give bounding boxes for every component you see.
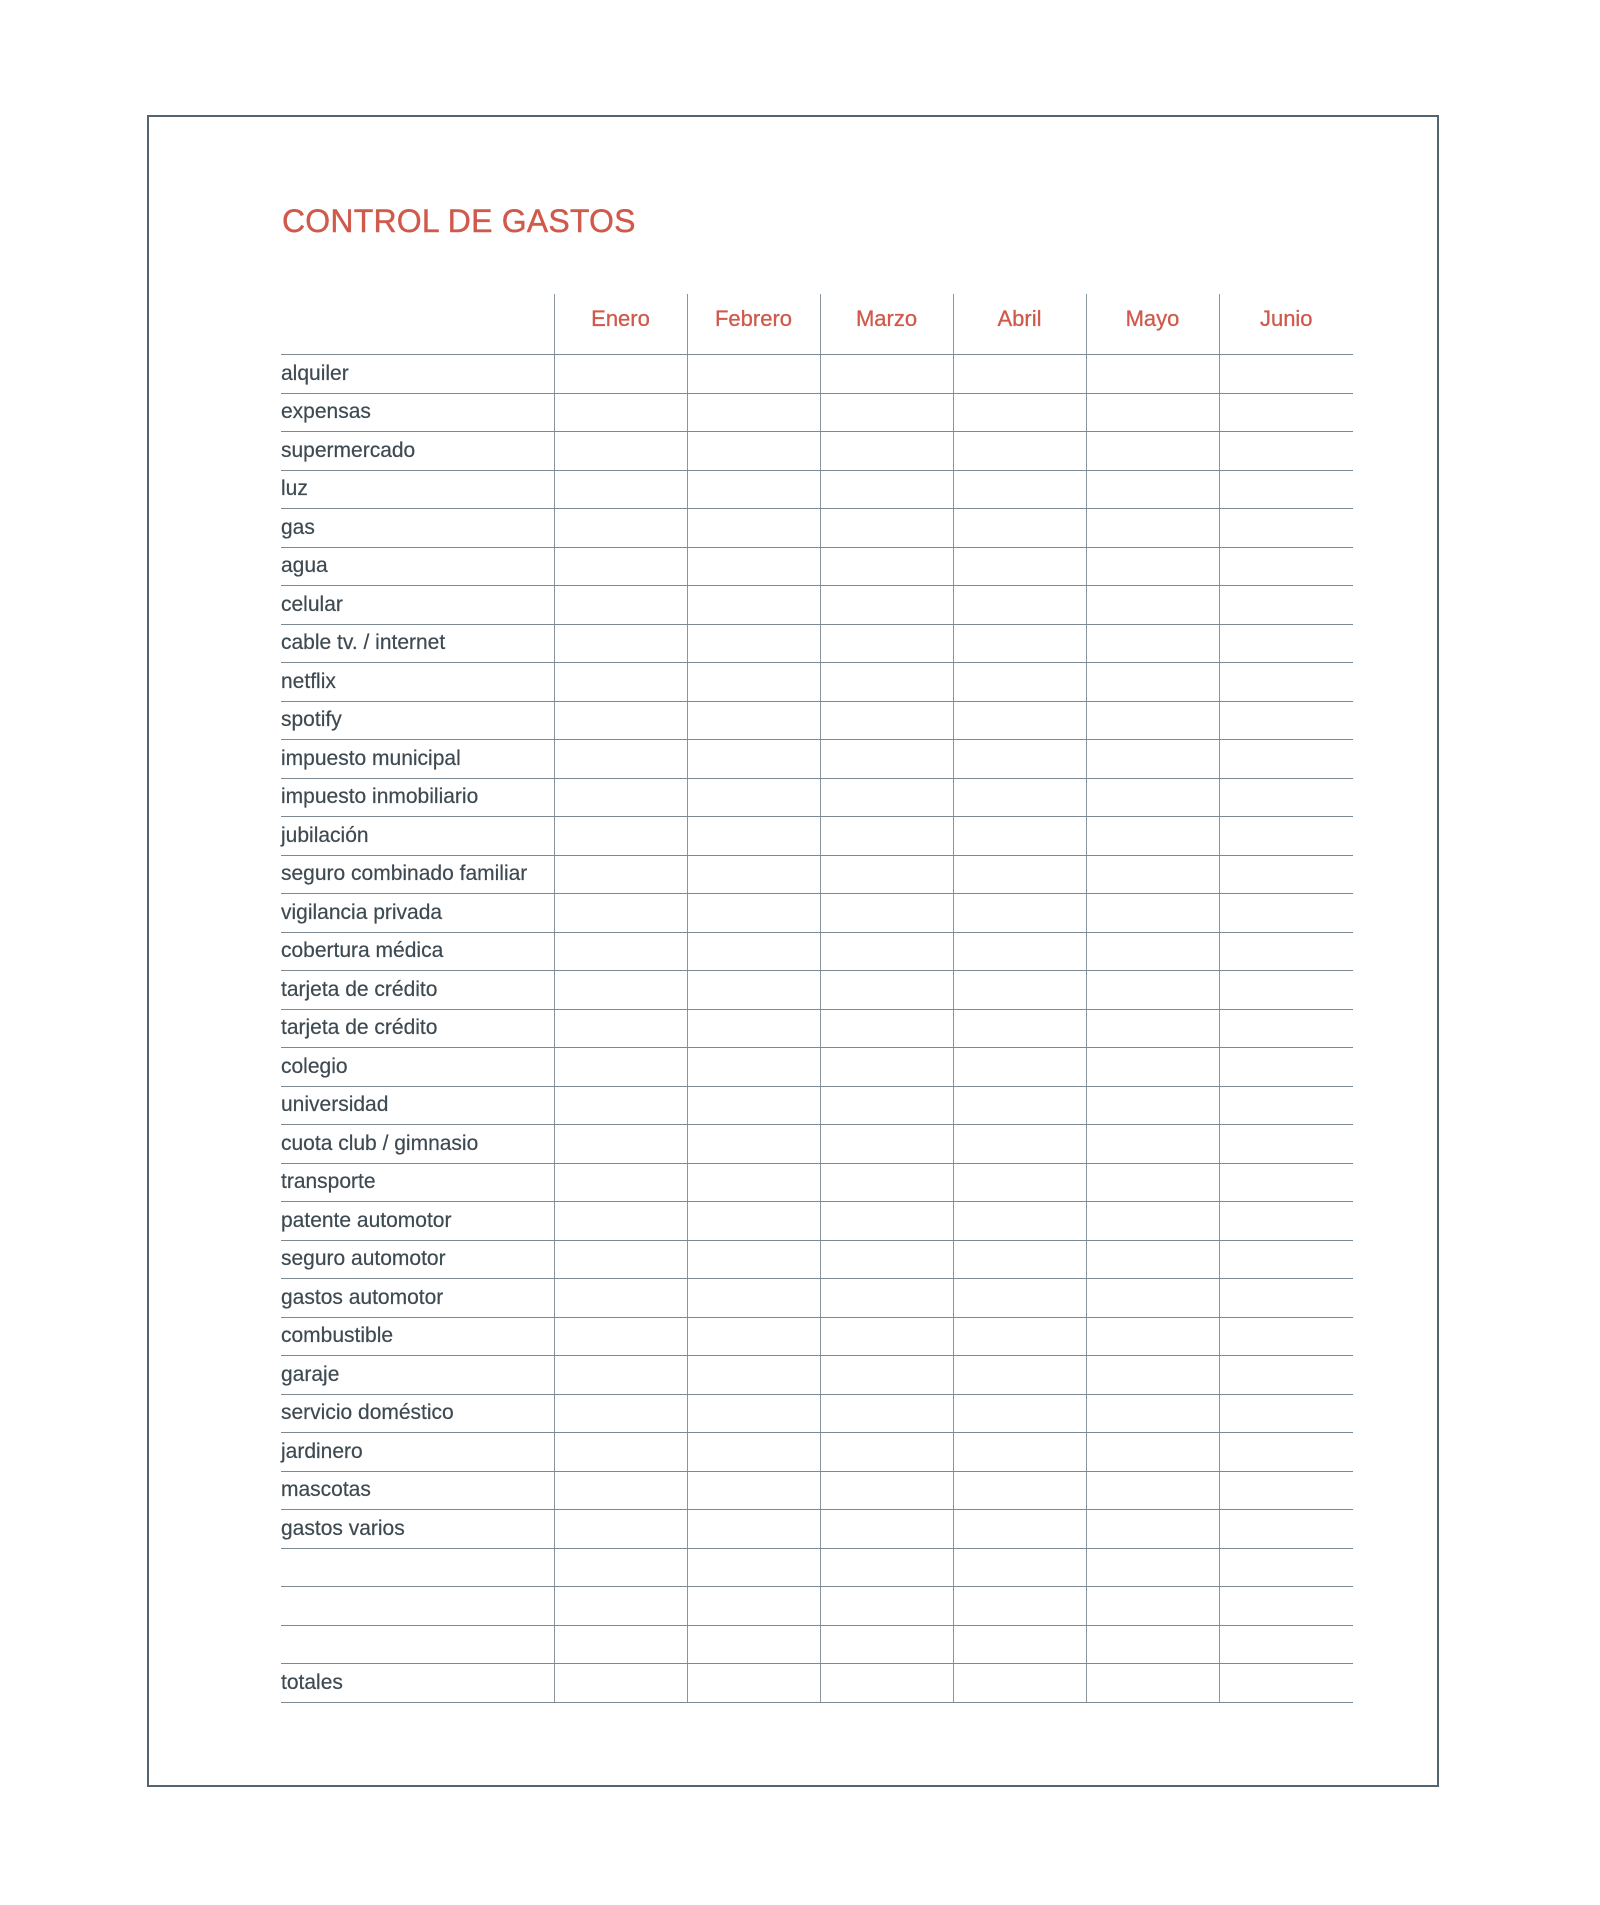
amount-cell[interactable] [687,1356,820,1395]
amount-cell[interactable] [687,663,820,702]
amount-cell[interactable] [1219,778,1353,817]
amount-cell[interactable] [1219,1664,1353,1703]
amount-cell[interactable] [820,393,953,432]
amount-cell[interactable] [687,393,820,432]
row-label: colegio [281,1048,554,1087]
amount-cell[interactable] [687,509,820,548]
amount-cell[interactable] [953,393,1086,432]
amount-cell[interactable] [820,547,953,586]
table-row [281,932,1353,971]
amount-cell[interactable] [953,355,1086,394]
amount-cell[interactable] [554,1664,687,1703]
amount-cell[interactable] [554,663,687,702]
amount-cell[interactable] [554,1048,687,1087]
amount-cell[interactable] [687,432,820,471]
amount-cell[interactable] [554,586,687,625]
amount-cell[interactable] [820,1587,953,1626]
amount-cell[interactable] [1086,1394,1219,1433]
amount-cell[interactable] [1086,1125,1219,1164]
amount-cell[interactable] [1086,547,1219,586]
row-label: garaje [281,1356,554,1395]
amount-cell[interactable] [687,1510,820,1549]
amount-cell[interactable] [687,1240,820,1279]
amount-cell[interactable] [554,432,687,471]
amount-cell[interactable] [554,894,687,933]
row-label: expensas [281,393,554,432]
amount-cell[interactable] [820,817,953,856]
row-label: gas [281,509,554,548]
table-row [281,1510,1353,1549]
amount-cell[interactable] [554,855,687,894]
table-row [281,1009,1353,1048]
amount-cell[interactable] [953,1587,1086,1626]
amount-cell[interactable] [1219,547,1353,586]
table-row [281,1356,1353,1395]
amount-cell[interactable] [554,1356,687,1395]
amount-cell[interactable] [953,701,1086,740]
amount-cell[interactable] [554,817,687,856]
month-header: Abril [953,294,1086,355]
amount-cell[interactable] [554,1471,687,1510]
amount-cell[interactable] [820,663,953,702]
amount-cell[interactable] [687,1625,820,1664]
table-row [281,1394,1353,1433]
row-label: gastos automotor [281,1279,554,1318]
month-header: Mayo [1086,294,1219,355]
amount-cell[interactable] [820,1510,953,1549]
amount-cell[interactable] [1086,509,1219,548]
amount-cell[interactable] [820,1125,953,1164]
amount-cell[interactable] [1219,1086,1353,1125]
amount-cell[interactable] [1086,855,1219,894]
table-row [281,1279,1353,1318]
row-label: jubilación [281,817,554,856]
amount-cell[interactable] [1086,1510,1219,1549]
row-label: supermercado [281,432,554,471]
amount-cell[interactable] [953,1510,1086,1549]
amount-cell[interactable] [1086,470,1219,509]
row-label: impuesto municipal [281,740,554,779]
amount-cell[interactable] [1086,894,1219,933]
amount-cell[interactable] [820,1433,953,1472]
row-label [281,1587,554,1626]
amount-cell[interactable] [687,1317,820,1356]
amount-cell[interactable] [1086,740,1219,779]
amount-cell[interactable] [1219,624,1353,663]
amount-cell[interactable] [687,624,820,663]
amount-cell[interactable] [1219,701,1353,740]
amount-cell[interactable] [1219,355,1353,394]
amount-cell[interactable] [687,1202,820,1241]
amount-cell[interactable] [1219,817,1353,856]
amount-cell[interactable] [1086,1356,1219,1395]
row-label: cobertura médica [281,932,554,971]
amount-cell[interactable] [953,1125,1086,1164]
table-row [281,1433,1353,1472]
amount-cell[interactable] [953,1279,1086,1318]
amount-cell[interactable] [1219,894,1353,933]
amount-cell[interactable] [953,817,1086,856]
table-row [281,393,1353,432]
expense-rows [281,355,1353,1703]
row-label: seguro automotor [281,1240,554,1279]
amount-cell[interactable] [953,1625,1086,1664]
amount-cell[interactable] [1219,432,1353,471]
table-row [281,1086,1353,1125]
amount-cell[interactable] [554,624,687,663]
row-label: luz [281,470,554,509]
amount-cell[interactable] [687,817,820,856]
amount-cell[interactable] [1086,1548,1219,1587]
amount-cell[interactable] [1219,663,1353,702]
amount-cell[interactable] [1086,1471,1219,1510]
amount-cell[interactable] [687,1587,820,1626]
amount-cell[interactable] [820,1048,953,1087]
amount-cell[interactable] [953,1163,1086,1202]
amount-cell[interactable] [1219,1163,1353,1202]
amount-cell[interactable] [820,1548,953,1587]
amount-cell[interactable] [953,470,1086,509]
amount-cell[interactable] [820,1086,953,1125]
amount-cell[interactable] [687,1163,820,1202]
table-row [281,1664,1353,1703]
amount-cell[interactable] [687,1548,820,1587]
table-row [281,855,1353,894]
amount-cell[interactable] [554,1086,687,1125]
amount-cell[interactable] [554,778,687,817]
amount-cell[interactable] [1219,1009,1353,1048]
table-row [281,817,1353,856]
amount-cell[interactable] [1086,1086,1219,1125]
amount-cell[interactable] [1219,1279,1353,1318]
amount-cell[interactable] [1219,932,1353,971]
amount-cell[interactable] [687,1009,820,1048]
row-label [281,1548,554,1587]
row-label [281,1625,554,1664]
amount-cell[interactable] [554,1163,687,1202]
amount-cell[interactable] [687,547,820,586]
amount-cell[interactable] [554,1394,687,1433]
amount-cell[interactable] [1219,470,1353,509]
amount-cell[interactable] [1086,1664,1219,1703]
amount-cell[interactable] [554,1279,687,1318]
amount-cell[interactable] [1219,1048,1353,1087]
amount-cell[interactable] [1219,509,1353,548]
amount-cell[interactable] [554,701,687,740]
amount-cell[interactable] [554,1510,687,1549]
amount-cell[interactable] [687,586,820,625]
amount-cell[interactable] [554,971,687,1010]
amount-cell[interactable] [1219,1356,1353,1395]
amount-cell[interactable] [554,1202,687,1241]
amount-cell[interactable] [687,894,820,933]
table-row [281,586,1353,625]
table-row [281,547,1353,586]
amount-cell[interactable] [554,1587,687,1626]
row-label: agua [281,547,554,586]
amount-cell[interactable] [554,509,687,548]
amount-cell[interactable] [820,1163,953,1202]
table-row [281,778,1353,817]
amount-cell[interactable] [1219,740,1353,779]
row-label: netflix [281,663,554,702]
amount-cell[interactable] [687,1086,820,1125]
amount-cell[interactable] [1086,1009,1219,1048]
amount-cell[interactable] [1086,1625,1219,1664]
amount-cell[interactable] [687,778,820,817]
amount-cell[interactable] [953,432,1086,471]
row-label: cable tv. / internet [281,624,554,663]
amount-cell[interactable] [1086,1317,1219,1356]
amount-cell[interactable] [953,778,1086,817]
row-label: celular [281,586,554,625]
amount-cell[interactable] [1219,1125,1353,1164]
amount-cell[interactable] [1219,1202,1353,1241]
amount-cell[interactable] [1219,586,1353,625]
amount-cell[interactable] [953,932,1086,971]
expense-table [281,294,1353,1703]
amount-cell[interactable] [820,624,953,663]
amount-cell[interactable] [820,1625,953,1664]
amount-cell[interactable] [1219,1240,1353,1279]
amount-cell[interactable] [687,855,820,894]
amount-cell[interactable] [1086,1048,1219,1087]
amount-cell[interactable] [953,1356,1086,1395]
table-row [281,1587,1353,1626]
amount-cell[interactable] [687,470,820,509]
amount-cell[interactable] [953,1471,1086,1510]
amount-cell[interactable] [820,1356,953,1395]
amount-cell[interactable] [1086,1202,1219,1241]
amount-cell[interactable] [820,971,953,1010]
row-label: alquiler [281,355,554,394]
amount-cell[interactable] [953,1394,1086,1433]
table-row [281,1317,1353,1356]
row-label: impuesto inmobiliario [281,778,554,817]
table-row [281,355,1353,394]
amount-cell[interactable] [1086,624,1219,663]
amount-cell[interactable] [820,1009,953,1048]
row-label: totales [281,1664,554,1703]
amount-cell[interactable] [953,1009,1086,1048]
amount-cell[interactable] [554,1625,687,1664]
amount-cell[interactable] [820,1202,953,1241]
header-corner [281,294,554,355]
amount-cell[interactable] [554,1009,687,1048]
row-label: mascotas [281,1471,554,1510]
amount-cell[interactable] [1086,1587,1219,1626]
amount-cell[interactable] [1086,1163,1219,1202]
amount-cell[interactable] [1219,855,1353,894]
row-label: combustible [281,1317,554,1356]
amount-cell[interactable] [953,1317,1086,1356]
month-header: Marzo [820,294,953,355]
amount-cell[interactable] [820,470,953,509]
amount-cell[interactable] [1086,1240,1219,1279]
amount-cell[interactable] [1086,393,1219,432]
amount-cell[interactable] [687,1394,820,1433]
table-row [281,1125,1353,1164]
table-row [281,894,1353,933]
amount-cell[interactable] [1219,971,1353,1010]
amount-cell[interactable] [953,855,1086,894]
amount-cell[interactable] [953,547,1086,586]
amount-cell[interactable] [1086,1433,1219,1472]
amount-cell[interactable] [820,586,953,625]
amount-cell[interactable] [1219,1317,1353,1356]
table-row [281,470,1353,509]
amount-cell[interactable] [1219,1394,1353,1433]
amount-cell[interactable] [554,393,687,432]
amount-cell[interactable] [953,971,1086,1010]
table-row [281,1548,1353,1587]
amount-cell[interactable] [820,1279,953,1318]
amount-cell[interactable] [953,586,1086,625]
amount-cell[interactable] [820,432,953,471]
table-row [281,663,1353,702]
table-row [281,971,1353,1010]
row-label: cuota club / gimnasio [281,1125,554,1164]
amount-cell[interactable] [554,1548,687,1587]
amount-cell[interactable] [820,1240,953,1279]
table-row [281,1240,1353,1279]
amount-cell[interactable] [953,663,1086,702]
table-row [281,701,1353,740]
amount-cell[interactable] [687,1048,820,1087]
amount-cell[interactable] [1086,1279,1219,1318]
month-header: Enero [554,294,687,355]
amount-cell[interactable] [953,1664,1086,1703]
amount-cell[interactable] [820,1317,953,1356]
amount-cell[interactable] [687,1125,820,1164]
amount-cell[interactable] [953,1548,1086,1587]
amount-cell[interactable] [953,624,1086,663]
amount-cell[interactable] [687,1471,820,1510]
table-row [281,740,1353,779]
amount-cell[interactable] [953,1086,1086,1125]
amount-cell[interactable] [953,1433,1086,1472]
amount-cell[interactable] [953,740,1086,779]
amount-cell[interactable] [1219,1625,1353,1664]
amount-cell[interactable] [687,971,820,1010]
amount-cell[interactable] [554,932,687,971]
month-header: Junio [1219,294,1353,355]
amount-cell[interactable] [953,1202,1086,1241]
amount-cell[interactable] [554,1433,687,1472]
row-label: transporte [281,1163,554,1202]
table-row [281,1625,1353,1664]
amount-cell[interactable] [1086,817,1219,856]
row-label: vigilancia privada [281,894,554,933]
page-title: CONTROL DE GASTOS [282,203,636,239]
table-row [281,624,1353,663]
amount-cell[interactable] [554,470,687,509]
amount-cell[interactable] [1086,586,1219,625]
amount-cell[interactable] [1219,1471,1353,1510]
amount-cell[interactable] [554,1125,687,1164]
amount-cell[interactable] [820,778,953,817]
amount-cell[interactable] [1219,1548,1353,1587]
table-row [281,1202,1353,1241]
amount-cell[interactable] [687,932,820,971]
amount-cell[interactable] [554,1240,687,1279]
amount-cell[interactable] [953,1048,1086,1087]
amount-cell[interactable] [1219,393,1353,432]
table-row [281,432,1353,471]
month-header: Febrero [687,294,820,355]
row-label: universidad [281,1086,554,1125]
amount-cell[interactable] [687,1279,820,1318]
amount-cell[interactable] [687,701,820,740]
row-label: spotify [281,701,554,740]
amount-cell[interactable] [1086,778,1219,817]
amount-cell[interactable] [820,509,953,548]
amount-cell[interactable] [687,740,820,779]
amount-cell[interactable] [820,1394,953,1433]
amount-cell[interactable] [820,1664,953,1703]
amount-cell[interactable] [820,355,953,394]
table-row [281,1163,1353,1202]
amount-cell[interactable] [1086,663,1219,702]
amount-cell[interactable] [953,509,1086,548]
table-row [281,1048,1353,1087]
amount-cell[interactable] [554,355,687,394]
amount-cell[interactable] [1086,355,1219,394]
amount-cell[interactable] [820,855,953,894]
amount-cell[interactable] [554,547,687,586]
row-label: patente automotor [281,1202,554,1241]
row-label: gastos varios [281,1510,554,1549]
amount-cell[interactable] [554,740,687,779]
row-label: tarjeta de crédito [281,1009,554,1048]
table-row [281,1471,1353,1510]
row-label: servicio doméstico [281,1394,554,1433]
amount-cell[interactable] [953,1240,1086,1279]
amount-cell[interactable] [687,1664,820,1703]
amount-cell[interactable] [820,740,953,779]
header-row [281,294,1353,355]
amount-cell[interactable] [1219,1587,1353,1626]
amount-cell[interactable] [1086,432,1219,471]
amount-cell[interactable] [687,355,820,394]
row-label: seguro combinado familiar [281,855,554,894]
amount-cell[interactable] [820,1471,953,1510]
amount-cell[interactable] [687,1433,820,1472]
amount-cell[interactable] [820,932,953,971]
row-label: jardinero [281,1433,554,1472]
amount-cell[interactable] [554,1317,687,1356]
amount-cell[interactable] [1086,701,1219,740]
amount-cell[interactable] [1219,1510,1353,1549]
amount-cell[interactable] [1086,932,1219,971]
amount-cell[interactable] [1219,1433,1353,1472]
amount-cell[interactable] [953,894,1086,933]
row-label: tarjeta de crédito [281,971,554,1010]
amount-cell[interactable] [820,701,953,740]
table-row [281,509,1353,548]
amount-cell[interactable] [1086,971,1219,1010]
amount-cell[interactable] [820,894,953,933]
